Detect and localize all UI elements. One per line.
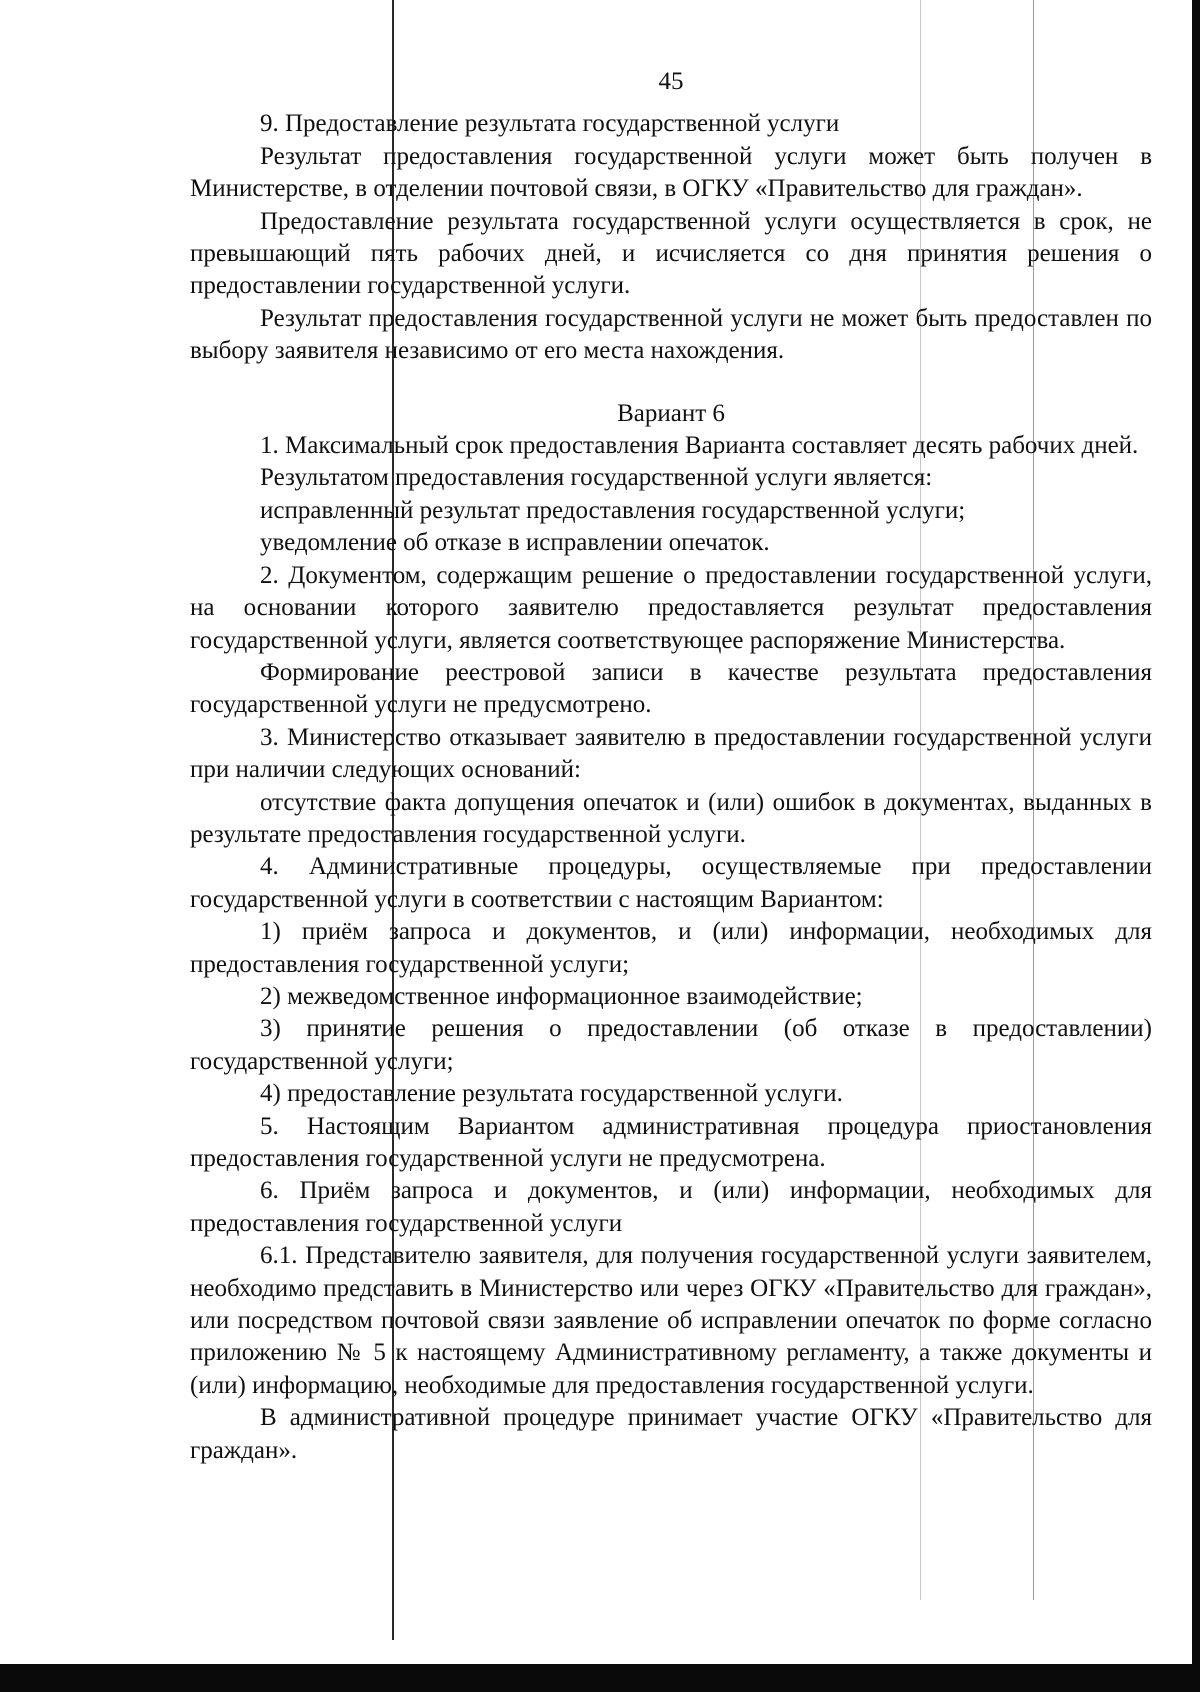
list-item: 4) предоставление результата государственной услуги. [260,1080,843,1108]
list-item: уведомление об отказе в исправлении опечаток. [260,529,770,557]
paragraph: Результат предоставления государственной услуги не может быть предоставлен по выбору заявителя независимо от его места нахождения. [190,304,1152,365]
document-body [190,66,1152,1467]
paragraph: 6. Приём запроса и документов, и (или) информации, необходимых для предоставления государственной услуги [190,1177,1152,1237]
scan-border-right [1192,0,1200,1692]
paragraph: 6.1. Представителю заявителя, для получения государственной услуги заявителем, необходимо представить в Министерство или через ОГКУ «Правительство для граждан», или посредством почтовой связи заявление об исправлении опечаток по форме согласно приложению № 5 к настоящему Административному регламенту, а также документы и (или) информацию, необходимые для предоставления государственной услуги. [190,1242,1152,1399]
list-item: 2) межведомственное информационное взаимодействие; [260,982,863,1010]
list-item: исправленный результат предоставления государственной услуги; [260,496,966,524]
paragraph: 1. Максимальный срок предоставления Варианта составляет десять рабочих дней. [260,432,1139,460]
paragraph: 2. Документом, содержащим решение о предоставлении государственной услуги, на основании которого заявителю предоставляется результат предоставления государственной услуги, является соответствующее распоряжение Министерства. [190,561,1152,654]
paragraph: Формирование реестровой записи в качестве результата предоставления государственной услуги не предусмотрено. [190,658,1152,719]
list-item: 3) принятие решения о предоставлении (об отказе в предоставлении) государственной услуги; [190,1015,1152,1075]
list-item: 1) приём запроса и документов, и (или) информации, необходимых для предоставления государственной услуги; [190,918,1152,978]
paragraph: Результатом предоставления государственной услуги является: [260,464,933,492]
section-heading: 9. Предоставление результата государственной услуги [260,110,840,138]
paragraph: 5. Настоящим Вариантом административная процедура приостановления предоставления государственной услуги не предусмотрена. [190,1112,1152,1172]
scan-border-bottom [0,1664,1200,1692]
paragraph: 4. Административные процедуры, осуществляемые при предоставлении государственной услуги в соответствии с настоящим Вариантом: [190,853,1152,913]
paragraph: 3. Министерство отказывает заявителю в предоставлении государственной услуги при наличии следующих оснований: [190,723,1152,784]
paragraph: Предоставление результата государственной услуги осуществляется в срок, не превышающий пять рабочих дней, и исчисляется со дня принятия решения о предоставлении государственной услуги. [190,207,1152,300]
paragraph: В административной процедуре принимает участие ОГКУ «Правительство для граждан». [190,1404,1152,1464]
paragraph: Результат предоставления государственной услуги может быть получен в Министерстве, в отделении почтовой связи, в ОГКУ «Правительство для граждан». [190,142,1152,203]
variant-title: Вариант 6 [617,399,725,427]
page-number: 45 [658,68,684,95]
list-item: отсутствие факта допущения опечаток и (или) ошибок в документах, выданных в результате предоставления государственной услуги. [190,788,1152,848]
